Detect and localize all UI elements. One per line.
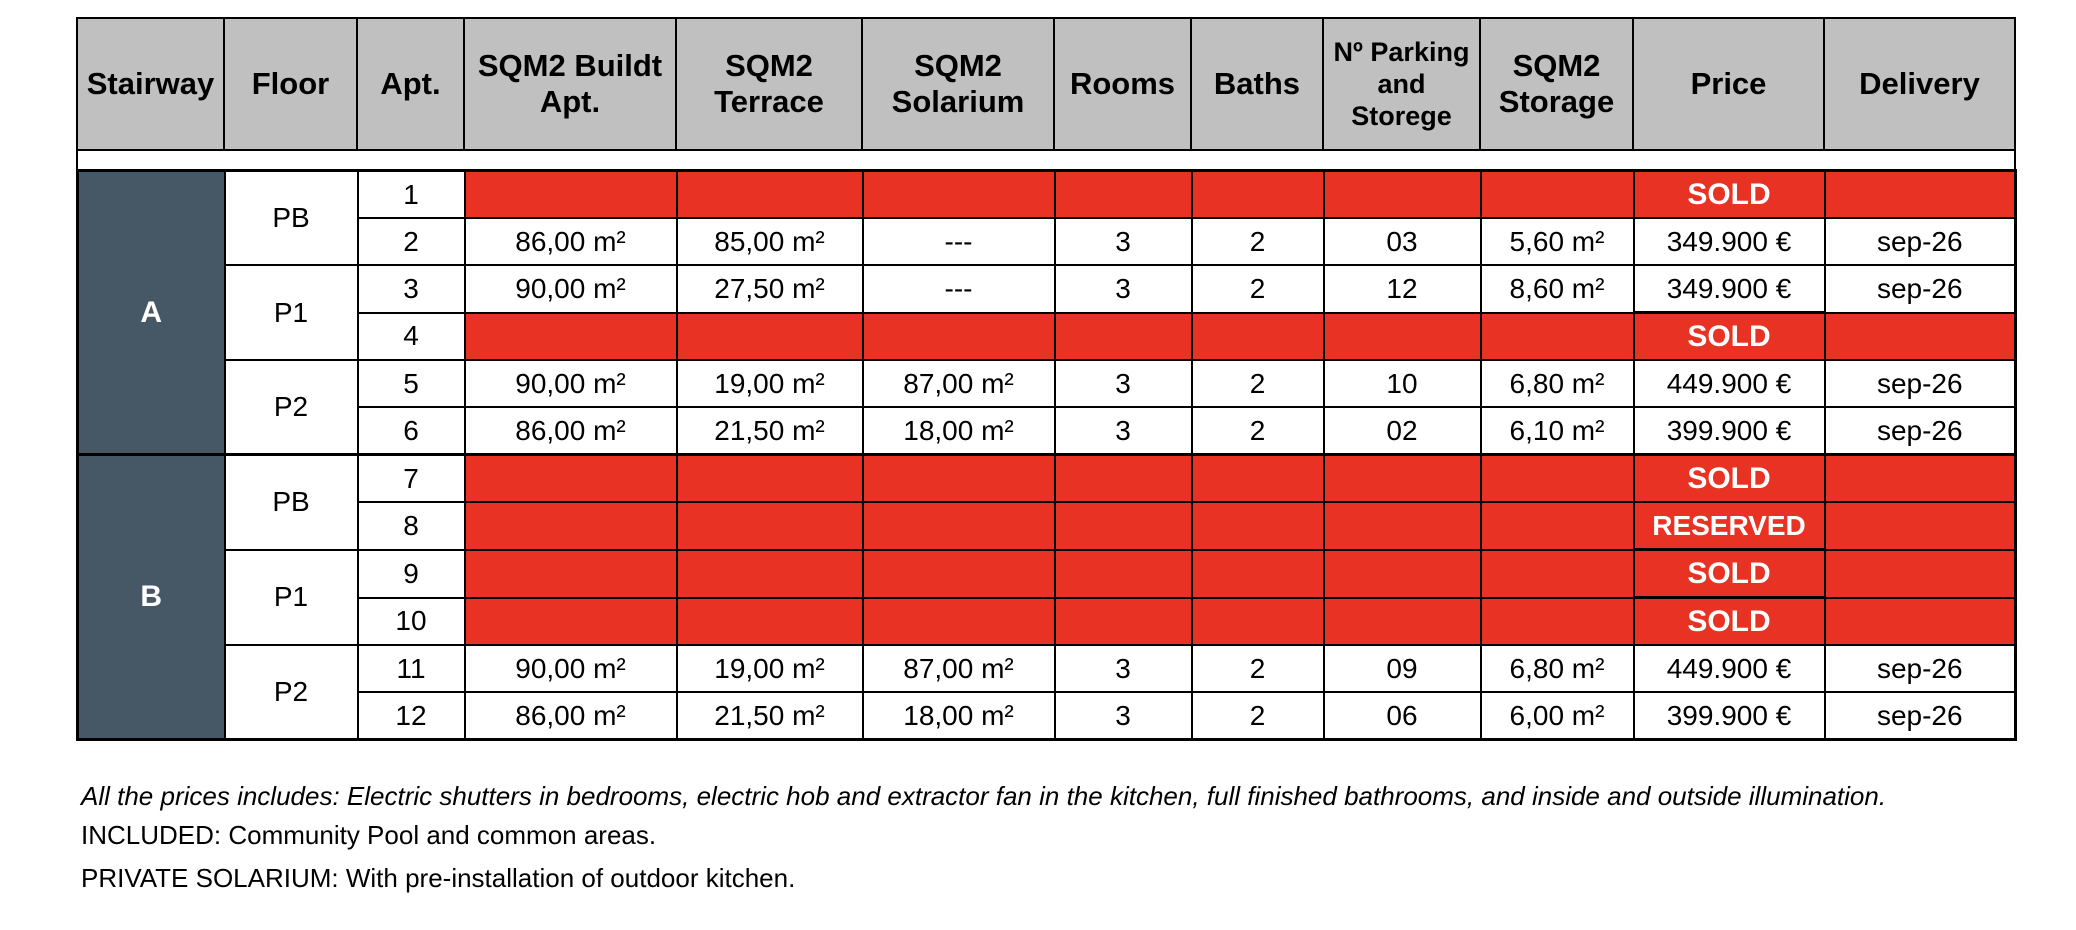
table-row — [78, 550, 2016, 598]
rooms-cell: 3 — [1055, 645, 1192, 692]
header-baths: Baths — [1191, 18, 1323, 150]
sold-fill-cell — [1481, 550, 1634, 598]
reserved-fill-cell — [465, 502, 677, 550]
sold-fill-cell — [1825, 313, 2016, 361]
sold-fill-cell — [465, 313, 677, 361]
stairway-cell-b: B — [78, 455, 225, 740]
rooms-cell: 3 — [1055, 360, 1192, 407]
storage-cell: 6,10 m² — [1481, 407, 1634, 455]
table-row — [78, 171, 2016, 219]
solarium-cell: 87,00 m² — [863, 360, 1055, 407]
reserved-fill-cell — [1825, 502, 2016, 550]
rooms-cell: 3 — [1055, 407, 1192, 455]
sold-fill-cell — [1481, 455, 1634, 503]
sold-fill-cell — [1055, 171, 1192, 219]
apt-cell: 10 — [358, 598, 465, 646]
header-rooms: Rooms — [1054, 18, 1191, 150]
header-stairway: Stairway — [77, 18, 224, 150]
table-row — [78, 360, 2016, 407]
baths-cell: 2 — [1192, 645, 1324, 692]
table-row — [78, 502, 2016, 550]
delivery-cell: sep-26 — [1825, 645, 2016, 692]
sold-fill-cell — [1055, 313, 1192, 361]
header-sqm2-terrace: SQM2 Terrace — [676, 18, 862, 150]
price-cell: 449.900 € — [1634, 360, 1825, 407]
apt-cell: 8 — [358, 502, 465, 550]
reserved-fill-cell — [1481, 502, 1634, 550]
sold-fill-cell — [677, 550, 863, 598]
table-row — [78, 598, 2016, 646]
storage-cell: 6,00 m² — [1481, 692, 1634, 740]
reserved-fill-cell — [1324, 502, 1481, 550]
sold-fill-cell — [1324, 550, 1481, 598]
table-row — [78, 455, 2016, 503]
price-cell: 449.900 € — [1634, 645, 1825, 692]
delivery-cell: sep-26 — [1825, 265, 2016, 313]
sold-fill-cell — [465, 455, 677, 503]
sold-fill-cell — [1825, 598, 2016, 646]
sold-fill-cell — [863, 598, 1055, 646]
header-table — [76, 17, 2016, 151]
solarium-cell: 18,00 m² — [863, 692, 1055, 740]
status-badge: SOLD — [1634, 455, 1825, 503]
apt-cell: 7 — [358, 455, 465, 503]
sold-fill-cell — [863, 313, 1055, 361]
sold-fill-cell — [1825, 171, 2016, 219]
note-included: INCLUDED: Community Pool and common areas. — [81, 820, 657, 850]
storage-cell: 5,60 m² — [1481, 218, 1634, 265]
apt-cell: 6 — [358, 407, 465, 455]
sold-fill-cell — [1324, 171, 1481, 219]
apartments-table — [76, 169, 2017, 741]
sold-fill-cell — [465, 598, 677, 646]
sold-fill-cell — [1192, 550, 1324, 598]
built-cell: 86,00 m² — [465, 407, 677, 455]
sold-fill-cell — [1481, 598, 1634, 646]
sold-fill-cell — [1192, 313, 1324, 361]
sold-fill-cell — [1192, 455, 1324, 503]
built-cell: 90,00 m² — [465, 645, 677, 692]
header-sqm2-solarium: SQM2 Solarium — [862, 18, 1054, 150]
parking-cell: 12 — [1324, 265, 1481, 313]
delivery-cell: sep-26 — [1825, 360, 2016, 407]
reserved-fill-cell — [863, 502, 1055, 550]
sold-fill-cell — [465, 171, 677, 219]
terrace-cell: 85,00 m² — [677, 218, 863, 265]
price-cell: 349.900 € — [1634, 218, 1825, 265]
price-cell: 349.900 € — [1634, 265, 1825, 313]
sold-fill-cell — [1324, 313, 1481, 361]
header-sqm2-built: SQM2 Buildt Apt. — [464, 18, 676, 150]
baths-cell: 2 — [1192, 407, 1324, 455]
delivery-cell: sep-26 — [1825, 407, 2016, 455]
apt-cell: 1 — [358, 171, 465, 219]
note-private-solarium: PRIVATE SOLARIUM: With pre-installation of outdoor kitchen. — [81, 863, 796, 893]
sold-fill-cell — [677, 455, 863, 503]
storage-cell: 6,80 m² — [1481, 360, 1634, 407]
sold-fill-cell — [1055, 550, 1192, 598]
floor-cell: P1 — [225, 550, 358, 646]
floor-cell: PB — [225, 171, 358, 266]
status-badge: RESERVED — [1634, 502, 1825, 550]
reserved-fill-cell — [1055, 502, 1192, 550]
floor-cell: P1 — [225, 265, 358, 360]
header-gap — [76, 151, 2016, 169]
status-badge: SOLD — [1634, 313, 1825, 361]
sold-fill-cell — [1192, 171, 1324, 219]
floor-cell: P2 — [225, 645, 358, 740]
sold-fill-cell — [677, 598, 863, 646]
terrace-cell: 19,00 m² — [677, 360, 863, 407]
baths-cell: 2 — [1192, 265, 1324, 313]
sold-fill-cell — [465, 550, 677, 598]
sold-fill-cell — [1481, 171, 1634, 219]
apt-cell: 4 — [358, 313, 465, 361]
solarium-cell: --- — [863, 218, 1055, 265]
parking-cell: 02 — [1324, 407, 1481, 455]
status-badge: SOLD — [1634, 598, 1825, 646]
header-sqm2-storage: SQM2 Storage — [1480, 18, 1633, 150]
stairway-cell-a: A — [78, 171, 225, 455]
rooms-cell: 3 — [1055, 265, 1192, 313]
terrace-cell: 27,50 m² — [677, 265, 863, 313]
baths-cell: 2 — [1192, 360, 1324, 407]
parking-cell: 06 — [1324, 692, 1481, 740]
apt-cell: 5 — [358, 360, 465, 407]
header-parking: Nº Parking and Storege — [1323, 18, 1480, 150]
price-cell: 399.900 € — [1634, 692, 1825, 740]
table-row — [78, 313, 2016, 361]
sold-fill-cell — [677, 171, 863, 219]
table-row — [78, 407, 2016, 455]
table-row — [78, 218, 2016, 265]
sold-fill-cell — [863, 550, 1055, 598]
terrace-cell: 19,00 m² — [677, 645, 863, 692]
apt-cell: 12 — [358, 692, 465, 740]
built-cell: 90,00 m² — [465, 360, 677, 407]
note-includes: All the prices includes: Electric shutters in bedrooms, electric hob and extractor fan in the kitchen, full finished bathrooms, and inside and outside illumination. — [81, 781, 1887, 811]
sold-fill-cell — [1825, 550, 2016, 598]
rooms-cell: 3 — [1055, 692, 1192, 740]
floor-cell: PB — [225, 455, 358, 550]
header-delivery: Delivery — [1824, 18, 2015, 150]
terrace-cell: 21,50 m² — [677, 692, 863, 740]
terrace-cell: 21,50 m² — [677, 407, 863, 455]
header-apt: Apt. — [357, 18, 464, 150]
sold-fill-cell — [677, 313, 863, 361]
parking-cell: 10 — [1324, 360, 1481, 407]
floor-cell: P2 — [225, 360, 358, 455]
price-cell: 399.900 € — [1634, 407, 1825, 455]
reserved-fill-cell — [1192, 502, 1324, 550]
parking-cell: 03 — [1324, 218, 1481, 265]
sold-fill-cell — [1055, 455, 1192, 503]
storage-cell: 8,60 m² — [1481, 265, 1634, 313]
solarium-cell: 18,00 m² — [863, 407, 1055, 455]
notes-section — [81, 780, 1981, 905]
header-floor: Floor — [224, 18, 357, 150]
status-badge: SOLD — [1634, 550, 1825, 598]
sold-fill-cell — [1192, 598, 1324, 646]
sold-fill-cell — [1324, 455, 1481, 503]
rooms-cell: 3 — [1055, 218, 1192, 265]
delivery-cell: sep-26 — [1825, 218, 2016, 265]
table-row — [78, 265, 2016, 313]
sold-fill-cell — [1324, 598, 1481, 646]
delivery-cell: sep-26 — [1825, 692, 2016, 740]
baths-cell: 2 — [1192, 692, 1324, 740]
solarium-cell: 87,00 m² — [863, 645, 1055, 692]
status-badge: SOLD — [1634, 171, 1825, 219]
sold-fill-cell — [1055, 598, 1192, 646]
sold-fill-cell — [1481, 313, 1634, 361]
built-cell: 90,00 m² — [465, 265, 677, 313]
sold-fill-cell — [863, 171, 1055, 219]
table-row — [78, 645, 2016, 692]
sold-fill-cell — [1825, 455, 2016, 503]
apt-cell: 3 — [358, 265, 465, 313]
reserved-fill-cell — [677, 502, 863, 550]
apt-cell: 11 — [358, 645, 465, 692]
sold-fill-cell — [863, 455, 1055, 503]
parking-cell: 09 — [1324, 645, 1481, 692]
apt-cell: 9 — [358, 550, 465, 598]
table-row — [78, 692, 2016, 740]
solarium-cell: --- — [863, 265, 1055, 313]
apt-cell: 2 — [358, 218, 465, 265]
built-cell: 86,00 m² — [465, 218, 677, 265]
header-price: Price — [1633, 18, 1824, 150]
baths-cell: 2 — [1192, 218, 1324, 265]
storage-cell: 6,80 m² — [1481, 645, 1634, 692]
built-cell: 86,00 m² — [465, 692, 677, 740]
